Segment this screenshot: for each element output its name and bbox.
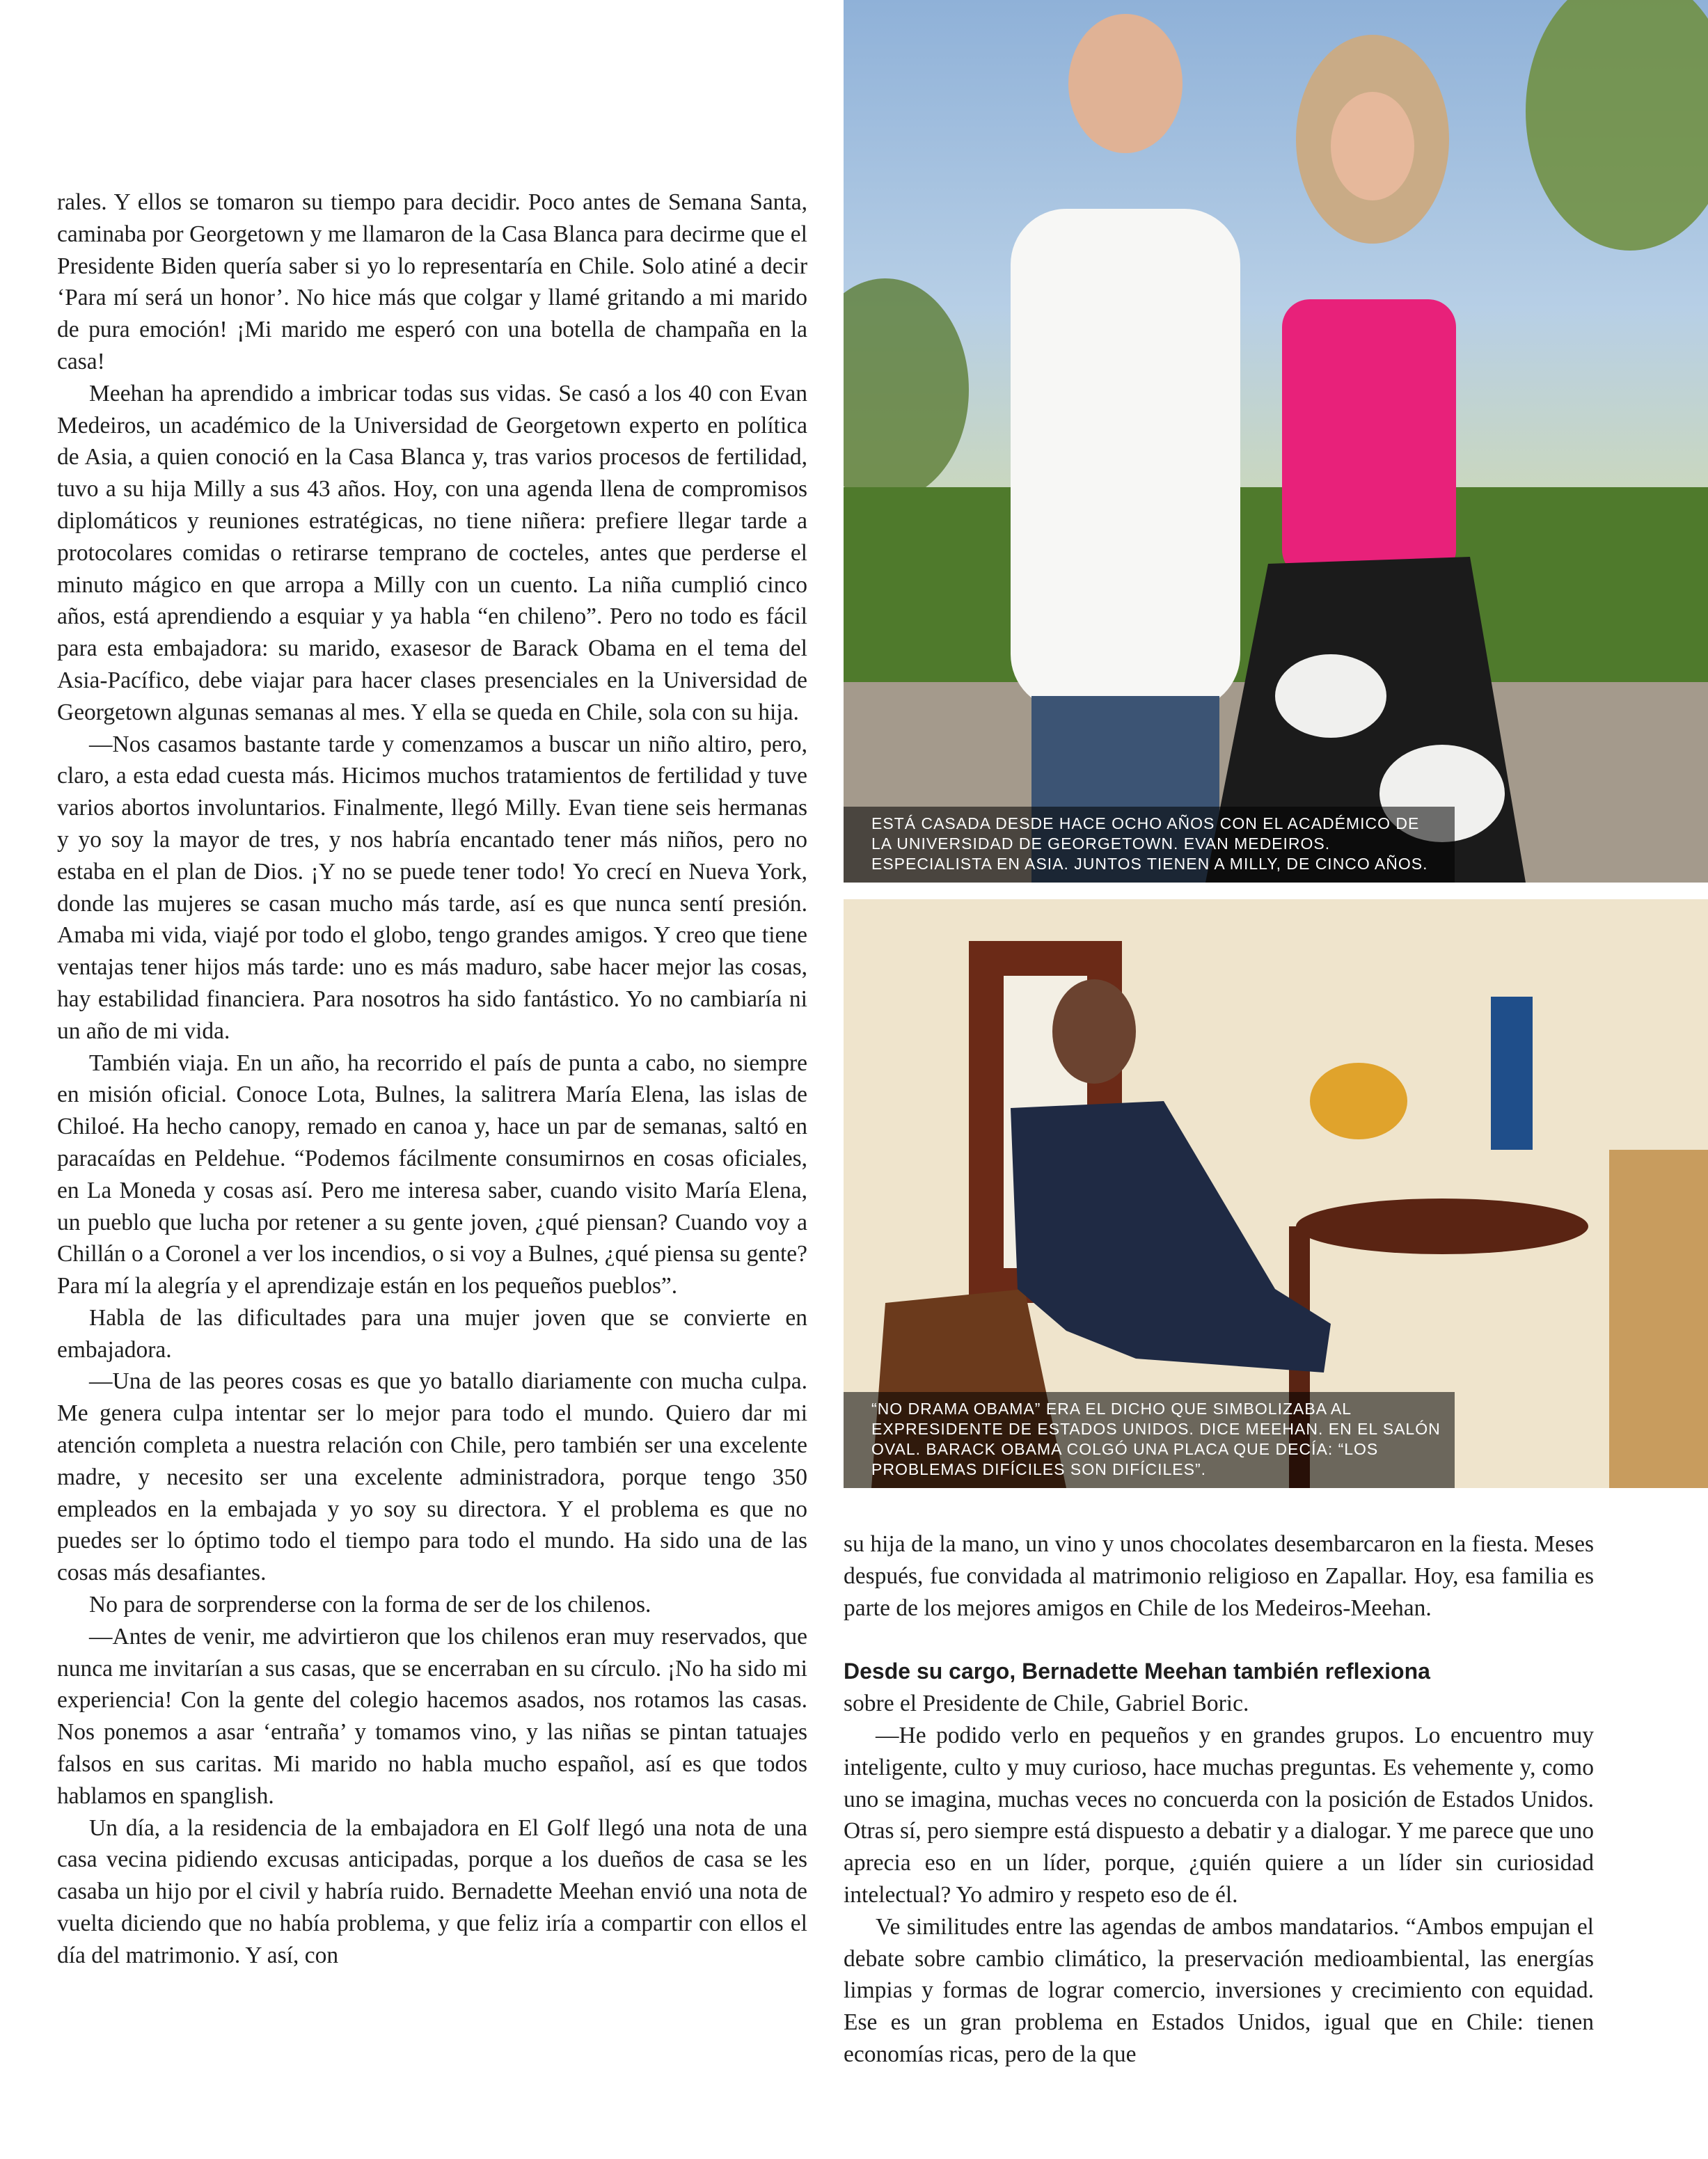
paragraph: su hija de la mano, un vino y unos chocolates desembarcaron en la fiesta. Meses después, fue convidada al matrimonio religioso en Zapallar. Hoy, esa familia es parte de los mejores amigos en Chile de los Medeiros-Meehan. [844,1531,1594,1621]
paragraph: —Una de las peores cosas es que yo batallo diariamente con mucha culpa. Me genera culpa intentar ser lo mejor para todo el mundo. Quiero dar mi atención completa a nuestra relación con Chile, pero también ser una excelente madre, y necesito ser una excelente administradora, porque tengo 350 empleados en la embajada y yo soy su directora. Y el problema es que no puedes ser lo óptimo todo el tiempo para todo el mundo. Ha sido una de las cosas más desafiantes. [57,1368,807,1586]
photo-couple [844,0,1708,883]
paragraph: Habla de las dificultades para una mujer joven que se convierte en embajadora. [57,1304,807,1363]
left-column [57,187,807,1972]
lead-bold: Desde su cargo, Bernadette Meehan también reflexiona [844,1659,1430,1684]
paragraph: —Nos casamos bastante tarde y comenzamos a buscar un niño altiro, pero, claro, a esta edad cuesta más. Hicimos muchos tratamientos de fertilidad y tuve varios abortos involuntarios. Finalmente, llegó Milly. Evan tiene seis hermanas y yo soy la mayor de tres, y nos habría encantado tener más niños, pero no estaba en el plan de Dios. ¡Y no se puede tener todo! Yo crecí en Nueva York, donde las mujeres se casan mucho más tarde, así es que nunca sentí presión. Amaba mi vida, viajé por todo el globo, tengo grandes amigos. Y creo que tiene ventajas tener hijos más tarde: uno es más maduro, sabe hacer mejor las cosas, hay estabilidad financiera. Para nosotros ha sido fantástico. Yo no cambiaría ni un año de mi vida. [57,731,807,1044]
right-column [844,1528,1594,2071]
couple-illustration [844,0,1708,883]
paragraph: También viaja. En un año, ha recorrido el país de punta a cabo, no siempre en misión oficial. Conoce Lota, Bulnes, la salitrera María Elena, las islas de Chiloé. Ha hecho canopy, remado en canoa y, hace un par de semanas, saltó en paracaídas en Peldehue. “Podemos fácilmente consumirnos en cosas oficiales, en La Moneda y cosas así. Pero me interesa saber, cuando visito María Elena, un pueblo que lucha por retener a su gente joven, ¿qué piensan? Cuando voy a Chillán o a Coronel a ver los incendios, o si voy a Bulnes, ¿qué piensa su gente? Para mí la alegría y el aprendizaje están en los pequeños pueblos”. [57,1050,807,1299]
lead-rest: sobre el Presidente de Chile, Gabriel Boric. [844,1691,1249,1717]
paragraph: Ve similitudes entre las agendas de ambos mandatarios. “Ambos empujan el debate sobre cambio climático, la preservación medioambiental, las energías limpias y formas de lograr comercio, inversiones y crecimiento con equidad. Ese es un gran problema en Estados Unidos, igual que en Chile: tienen economías ricas, pero de la que [844,1913,1594,2067]
paragraph: Meehan ha aprendido a imbricar todas sus vidas. Se casó a los 40 con Evan Medeiros, un académico de la Universidad de Georgetown experto en política de Asia, a quien conoció en la Casa Blanca y, tras varios procesos de fertilidad, tuvo a su hija Milly a sus 43 años. Hoy, con una agenda llena de compromisos diplomáticos y reuniones estratégicas, no tiene niñera: prefiere llegar tarde a protocolares comidas o retirarse temprano de cocteles, antes que perderse el minuto mágico en que arropa a Milly con un cuento. La niña cumplió cinco años, está aprendiendo a esquiar y ya habla “en chileno”. Pero no todo es fácil para esta embajadora: su marido, exasesor de Barack Obama en el tema del Asia-Pacífico, debe viajar para hacer clases presenciales en la Universidad de Georgetown algunas semanas al mes. Y ella se queda en Chile, sola con su hija. [57,380,807,725]
paragraph: —He podido verlo en pequeños y en grandes grupos. Lo encuentro muy inteligente, culto y muy curioso, hace muchas preguntas. Es vehemente y, como uno se imagina, muchas veces no concuerda con la posición de Estados Unidos. Otras sí, pero siempre está dispuesto a debatir y a dialogar. Y me parece que uno aprecia eso en un líder, porque, ¿quién quiere a un líder sin curiosidad intelectual? Yo admiro y respeto eso de él. [844,1722,1594,1908]
photo-caption: “NO DRAMA OBAMA” ERA EL DICHO QUE SIMBOLIZABA AL EXPRESIDENTE DE ESTADOS UNIDOS. DICE MEEHAN. EN EL SALÓN OVAL. BARACK OBAMA COLGÓ UNA PLACA QUE DECÍA: “LOS PROBLEMAS DIFÍCILES SON DIFÍCILES”. [844,1392,1455,1488]
paragraph: Un día, a la residencia de la embajadora en El Golf llegó una nota de una casa vecina pidiendo excusas anticipadas, porque a los dueños de casa se les casaba un hijo por el civil y habría ruido. Bernadette Meehan envió una nota de vuelta diciendo que no había problema, y que feliz iría a compartir con ellos el día del matrimonio. Y así, con [57,1814,807,1968]
photo-caption: ESTÁ CASADA DESDE HACE OCHO AÑOS CON EL ACADÉMICO DE LA UNIVERSIDAD DE GEORGETOWN. EVAN MEDEIROS. ESPECIALISTA EN ASIA. JUNTOS TIENEN A MILLY, DE CINCO AÑOS. [844,807,1455,883]
photo-obama [844,899,1708,1488]
lead-paragraph [844,1656,1594,1720]
paragraph: —Antes de venir, me advirtieron que los chilenos eran muy reservados, que nunca me invitarían a sus casas, que se encerraban en su círculo. ¡No ha sido mi experiencia! Con la gente del colegio hacemos asados, nos rotamos las casas. Nos ponemos a asar ‘entraña’ y tomamos vino, y las niñas se pintan tatuajes falsos en sus caritas. Mi marido no habla mucho español, así es que todos hablamos en spanglish. [57,1623,807,1809]
paragraph: rales. Y ellos se tomaron su tiempo para decidir. Poco antes de Semana Santa, caminaba por Georgetown y me llamaron de la Casa Blanca para decirme que el Presidente Biden quería saber si yo lo representaría en Chile. Solo atiné a decir ‘Para mí será un honor’. No hice más que colgar y llamé gritando a mi marido de pura emoción! ¡Mi marido me esperó con una botella de champaña en la casa! [57,189,807,374]
paragraph: No para de sorprenderse con la forma de ser de los chilenos. [89,1592,651,1618]
